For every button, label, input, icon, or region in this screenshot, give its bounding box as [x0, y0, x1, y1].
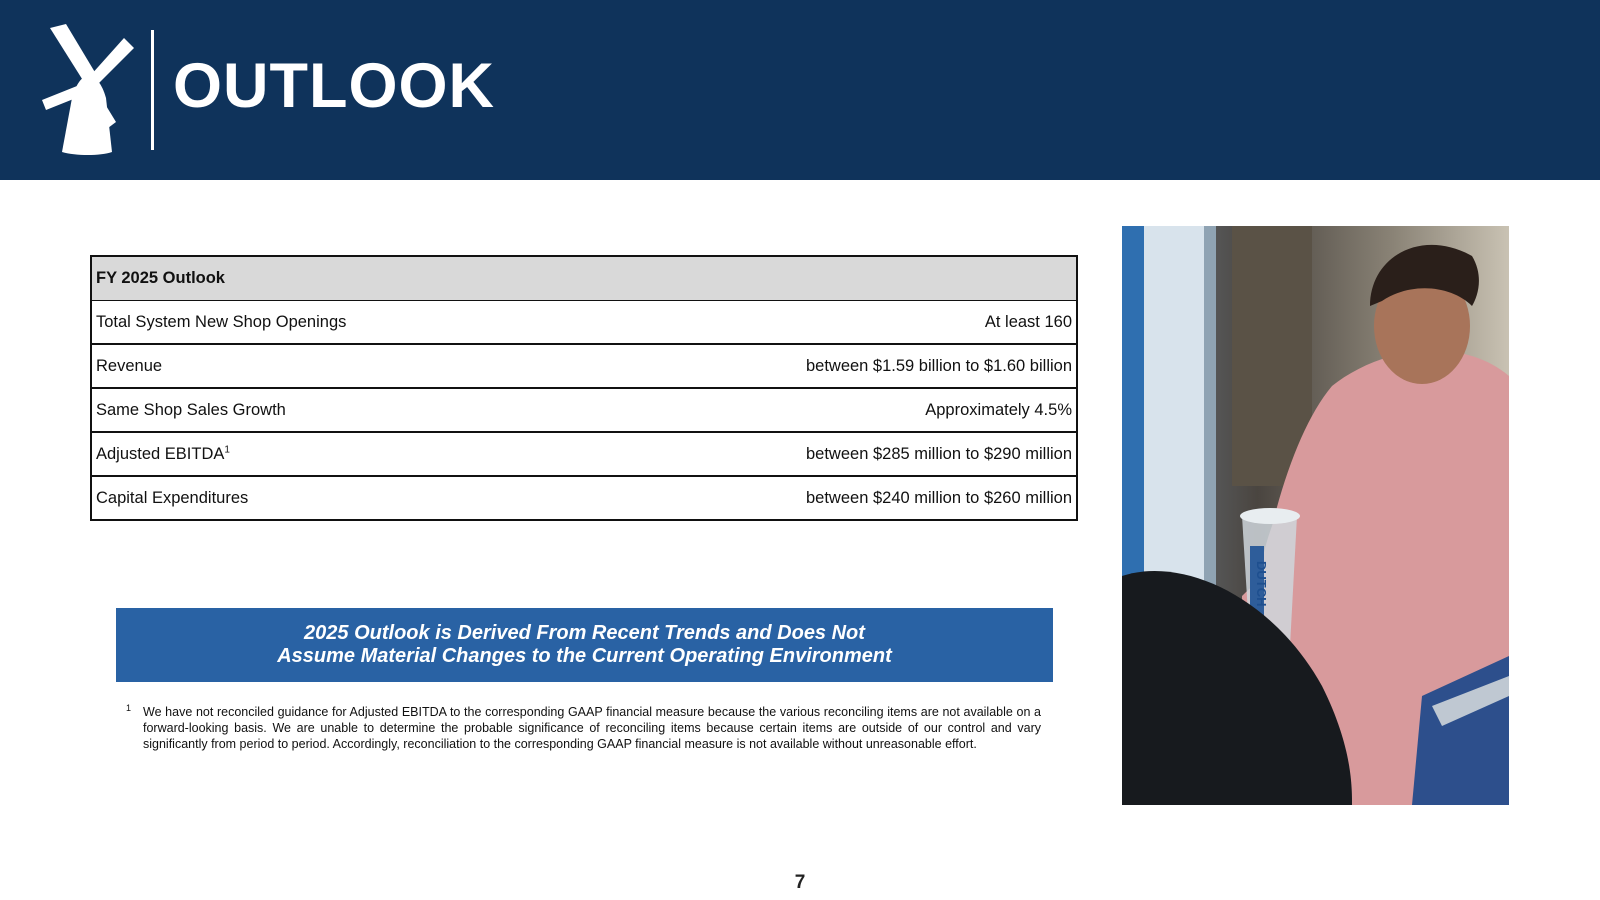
outlook-assumption-banner: [116, 608, 1053, 682]
row-label-with-footnote: [91, 432, 570, 476]
table-row: [91, 301, 1077, 345]
row-value: At least 160: [570, 301, 1077, 345]
page-title: OUTLOOK: [173, 51, 495, 121]
row-label: Capital Expenditures: [91, 476, 570, 520]
row-value: between $240 million to $260 million: [570, 476, 1077, 520]
cup-brand-text: DUTCH: [1254, 561, 1269, 607]
banner-line-2: Assume Material Changes to the Current Operating Environment: [277, 645, 892, 667]
windmill-logo-icon: [40, 24, 136, 156]
header-bar: [0, 0, 1600, 180]
row-label: Adjusted EBITDA: [96, 444, 225, 463]
footnote-mark: 1: [126, 703, 132, 713]
page-number: 7: [794, 872, 806, 893]
table-heading: FY 2025 Outlook: [91, 256, 1077, 301]
row-value: between $285 million to $290 million: [570, 432, 1077, 476]
photo-barista-handing-drink: [1122, 226, 1509, 805]
row-label: Same Shop Sales Growth: [91, 388, 570, 432]
table-row: [91, 344, 1077, 388]
footnote-text: We have not reconciled guidance for Adjusted EBITDA to the corresponding GAAP financial measure because the various reconciling items are not available on a forward-looking basis. We are unable to determine the probable significance of reconciling items because certain items are outside of our control and vary significantly from period to period. Accordingly, reconciliation to the corresponding GAAP financial measure is not available without unreasonable effort.: [143, 705, 1041, 751]
footnote: [126, 704, 1041, 752]
row-label: Total System New Shop Openings: [91, 301, 570, 345]
header-divider: [151, 30, 154, 150]
table-row: [91, 476, 1077, 520]
table-header-row: [91, 256, 1077, 301]
row-value: between $1.59 billion to $1.60 billion: [570, 344, 1077, 388]
table-row: [91, 432, 1077, 476]
row-value: Approximately 4.5%: [570, 388, 1077, 432]
fy2025-outlook-table: [90, 255, 1078, 521]
row-label: Revenue: [91, 344, 570, 388]
table-row: [91, 388, 1077, 432]
photo-illustration: [1122, 226, 1509, 805]
footnote-reference: 1: [224, 444, 230, 455]
banner-line-1: 2025 Outlook is Derived From Recent Trends and Does Not: [304, 622, 865, 644]
